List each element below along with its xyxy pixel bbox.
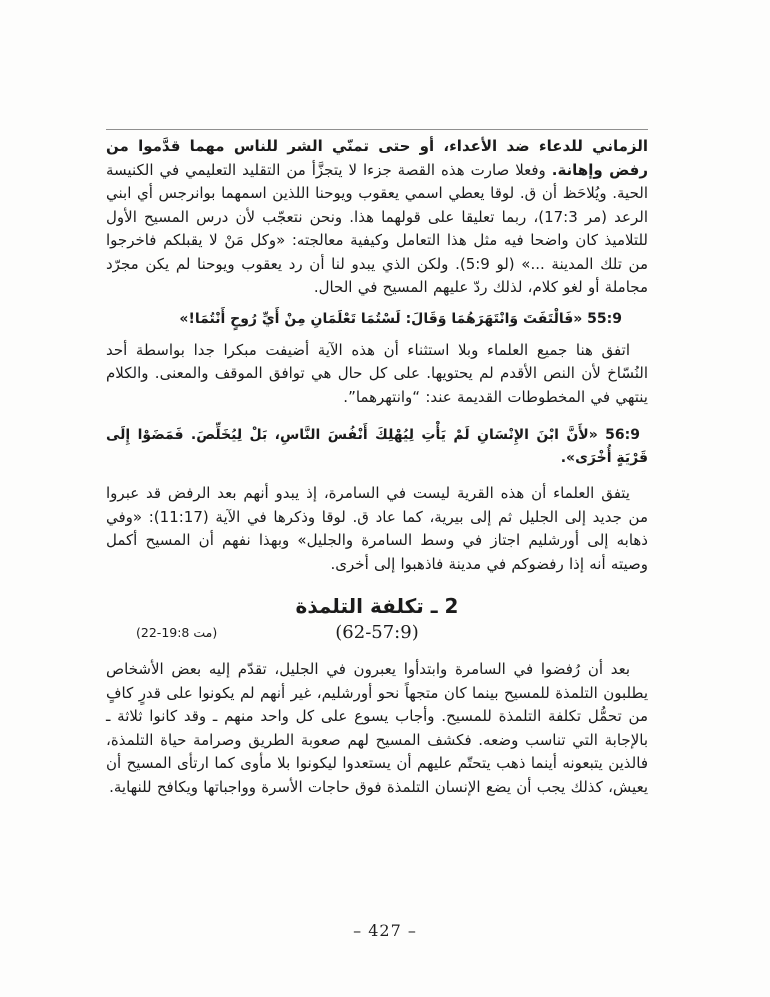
parallel-reference-matthew: (مت 19:8-22): [136, 625, 218, 640]
section-references: [106, 620, 648, 646]
scan-divider-line: [106, 129, 648, 130]
continuation-paragraph-text: وفعلا صارت هذه القصة جزءا لا يتجزَّأ من التقليد التعليمي في الكنيسة الحية. ويُلاحَظ أن ق. لوقا يعطي اسمي يعقوب ويوحنا اللذين اسمهما بوانرجس أي ابني الرعد (مر 17:3)، ربما تعليقا على قولهما هذا. ونحن نتعجّب لأن درس المسيح الأول للتلاميذ كان واضحا فيه مثل هذا التعامل وكيفية معالجته: «وكل مَنْ لا يقبلكم فاخرجوا من تلك المدينة ...» (لو 5:9). ولكن الذي يبدو لنا أن رد يعقوب ويوحنا لم يكن مجرّد مجاملة أو لغو كلام، لذلك ردّ عليهم المسيح في الحال.: [106, 160, 648, 296]
section-heading: 2 ـ تكلفة التلمذة: [295, 594, 459, 618]
continuation-paragraph: [106, 135, 648, 300]
commentary-paragraph-1: اتفق هنا جميع العلماء وبلا استثناء أن هذه الآية أضيفت مبكرا جدا بواسطة أحد النُسّاخ لأن النص الأقدم لم يحتويها. على كل حال هي توافق الموقف والمعنى. والكلام ينتهي في المخطوطات القديمة عند: “وانتهرهما”.: [106, 340, 648, 406]
closing-paragraph: بعد أن رُفضوا في السامرة وابتدأوا يعبرون في الجليل، تقدّم إليه بعض الأشخاص يطلبون التلمذة للمسيح بينما كان متجهاً نحو أورشليم، غير أنهم لم يكونوا على قدرٍ كافٍ من تحمُّل تكلفة التلمذة للمسيح. وأجاب يسوع على كل واحد منهم ـ وقد كانوا ثلاثة ـ بالإجابة التي تناسب وضعه. فكشف المسيح لهم صعوبة الطريق وصرامة حياة التلمذة، فالذين يتبعونه أينما ذهب يتحتّم عليهم أن يستعدوا ليكونوا بلا مأوى كما ارتأى المسيح أن يعيش، كذلك يجب أن يضع الإنسان التلمذة فوق حاجات الأسرة وواجباتها ويكافح للنهاية.: [106, 660, 648, 796]
verse-quote-9-56: 56:9 «لأَنَّ ابْنَ الإِنْسَانِ لَمْ يَأْتِ لِيُهْلِكَ أَنْفُسَ النَّاسِ، بَلْ لِيُخَلِّصَ. فَمَضَوْا إِلَى قَرْيَةٍ أُخْرَى».: [106, 427, 648, 466]
commentary-paragraph-2: يتفق العلماء أن هذه القرية ليست في السامرة، إذ يبدو أنهم بعد الرفض قد عبروا من جديد إلى الجليل ثم إلى بيرية، كما عاد ق. لوقا وذكرها في الآية (11:17): «وفي ذهابه إلى أورشليم اجتاز في وسط السامرة والجليل» وبهذا نفهم أن المسيح أكمل وصيته أنه إذا رفضوكم في مدينة فاذهبوا إلى أخرى.: [106, 484, 648, 573]
verse-quote-9-55: 55:9 «فَالْتَفَتَ وَانْتَهَرَهُمَا وَقَالَ: لَسْتُمَا تَعْلَمَانِ مِنْ أَيِّ رُوحٍ أَنْتُمَا!»: [179, 310, 622, 327]
text-block: [106, 129, 648, 799]
page-number: – 427 –: [353, 921, 417, 940]
bold-lead-text: الزماني للدعاء ضد الأعداء، أو حتى تمنّي الشر للناس مهما قدَّموا من رفض وإهانة.: [106, 137, 648, 179]
section-verse-range: (62-57:9): [335, 622, 419, 643]
